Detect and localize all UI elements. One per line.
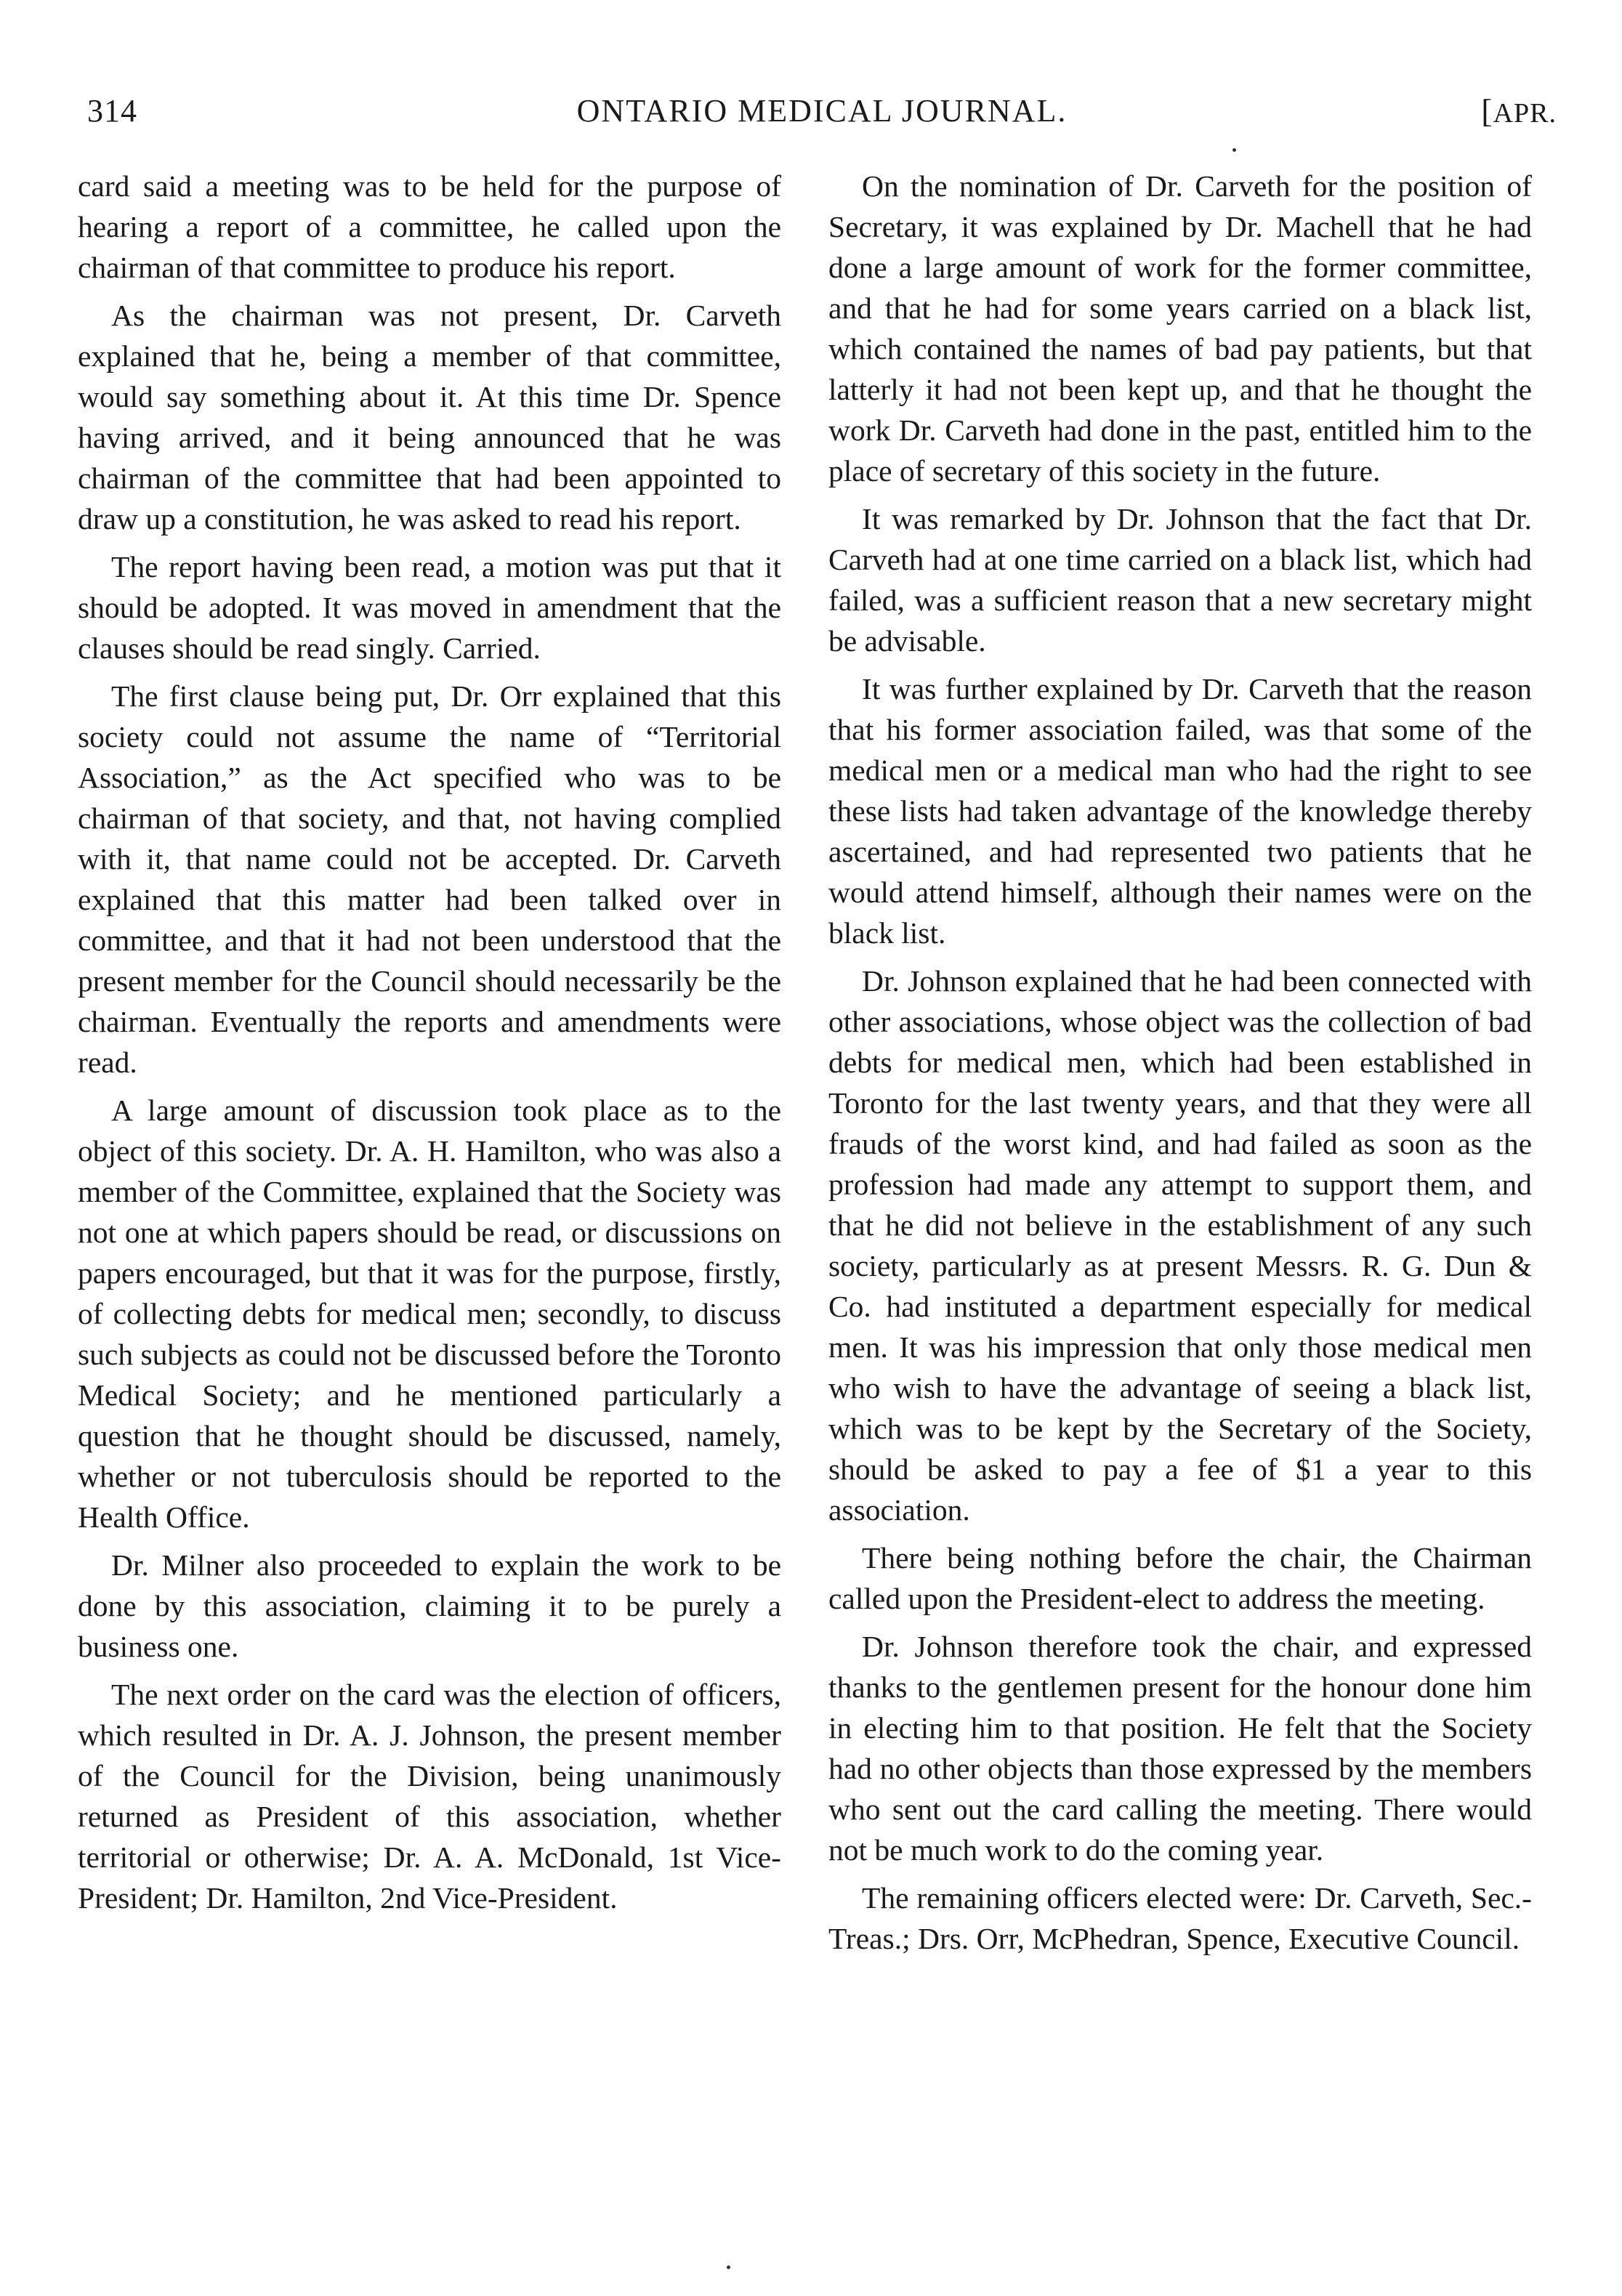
paragraph: The next order on the card was the election of officers, which resulted in Dr. A. J. Johnson, the present member of the Council for the Division, being unanimously returned as President of this association, whether territorial or otherwise; Dr. A. A. McDonald, 1st Vice-President; Dr. Hamilton, 2nd Vice-President. xyxy=(78,1678,781,1915)
paragraph: As the chairman was not present, Dr. Carveth explained that he, being a member of that committee, would say something about it. At this time Dr. Spence having arrived, and it being announced that he was chairman of the committee that had been appointed to draw up a constitution, he was asked to read his report. xyxy=(78,299,781,535)
running-head xyxy=(87,86,1557,137)
paragraph: card said a meeting was to be held for the purpose of hearing a report of a committee, he called upon the chairman of that committee to produce his report. xyxy=(78,169,781,284)
paragraph: On the nomination of Dr. Carveth for the position of Secretary, it was explained by Dr. Machell that he had done a large amount of work for the former committee, and that he had for some years carried on a black list, which contained the names of bad pay patients, but that latterly it had not been kept up, and that he thought the work Dr. Carveth had done in the past, entitled him to the place of secretary of this society in the future. xyxy=(828,169,1532,488)
print-speck xyxy=(1232,148,1236,152)
journal-title: ONTARIO MEDICAL JOURNAL. xyxy=(576,93,1068,129)
paragraph: Dr. Johnson therefore took the chair, and expressed thanks to the gentlemen present for the honour done him in electing him to that position. He felt that the Society had no other objects than those expressed by the members who sent out the card calling the meeting. There would not be much work to do the coming year. xyxy=(828,1630,1532,1867)
paragraph: A large amount of discussion took place as to the object of this society. Dr. A. H. Hamilton, who was also a member of the Committee, explained that the Society was not one at which papers should be read, or discussions on papers encouraged, but that it was for the purpose, firstly, of collecting debts for medical men; secondly, to discuss such subjects as could not be discussed before the Toronto Medical Society; and he mentioned particularly a question that he thought should be discussed, namely, whether or not tuberculosis should be reported to the Health Office. xyxy=(78,1094,781,1534)
paragraph: Dr. Milner also proceeded to explain the work to be done by this association, claiming it to be purely a business one. xyxy=(78,1548,781,1663)
print-speck xyxy=(727,2265,730,2269)
paragraph: There being nothing before the chair, the Chairman called upon the President-elect to address the meeting. xyxy=(828,1541,1532,1615)
paragraph: The first clause being put, Dr. Orr explained that this society could not assume the name of “Territorial Association,” as the Act specified who was to be chairman of that society, and that, not having complied with it, that name could not be accepted. Dr. Carveth explained that this matter had been talked over in committee, and that it had not been understood that the present member for the Council should necessarily be the chairman. Eventually the reports and amendments were read. xyxy=(78,679,781,1079)
issue-month xyxy=(1481,86,1557,139)
paragraph: It was further explained by Dr. Carveth that the reason that his former association failed, was that some of the medical men or a medical man who had the right to see these lists had taken advantage of the knowledge thereby ascertained, and had represented two patients that he would attend himself, although their names were on the black list. xyxy=(828,672,1532,950)
paragraph: The remaining officers elected were: Dr. Carveth, Sec.-Treas.; Drs. Orr, McPhedran, Spence, Executive Council. xyxy=(828,1881,1532,1955)
paragraph: It was remarked by Dr. Johnson that the fact that Dr. Carveth had at one time carried on a black list, which had failed, was a sufficient reason that a new secretary might be advisable. xyxy=(828,502,1532,658)
page-number: 314 xyxy=(87,93,137,129)
right-column xyxy=(828,166,1532,1966)
paragraph: The report having been read, a motion was put that it should be adopted. It was moved in amendment that the clauses should be read singly. Carried. xyxy=(78,550,781,665)
issue-month-label: APR. xyxy=(1493,98,1557,129)
paragraph: Dr. Johnson explained that he had been connected with other associations, whose object was the collection of bad debts for medical men, which had been established in Toronto for the last twenty years, and that they were all frauds of the worst kind, and had failed as soon as the profession had made any attempt to support them, and that he did not believe in the establishment of any such society, particularly as at present Messrs. R. G. Dun & Co. had instituted a department especially for medical men. It was his impression that only those medical men who wish to have the advantage of seeing a black list, which was to be kept by the Secretary of the Society, should be asked to pay a fee of $1 a year to this association. xyxy=(828,964,1532,1527)
left-column xyxy=(78,166,781,1925)
bracket-glyph: [ xyxy=(1481,92,1493,129)
